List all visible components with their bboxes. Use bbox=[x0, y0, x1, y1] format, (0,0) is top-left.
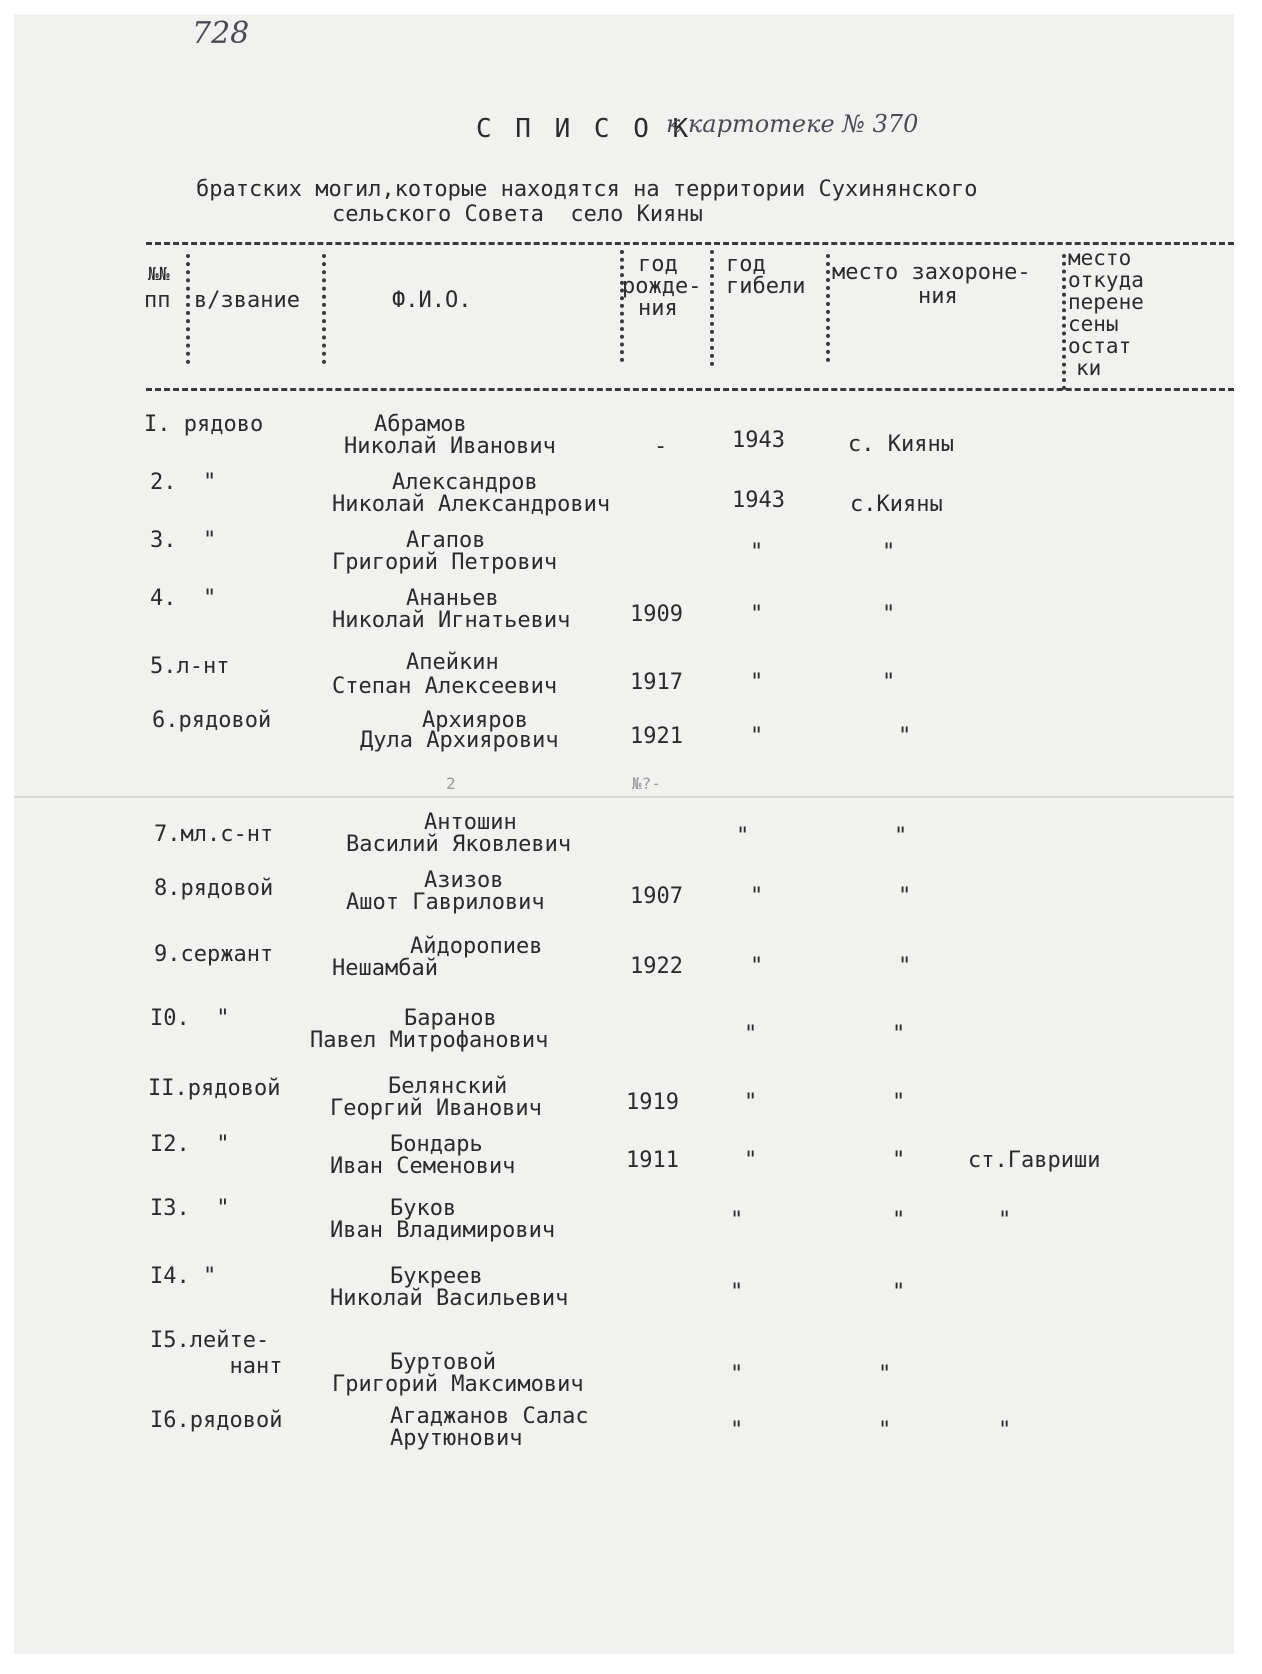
header-birth-c: ния bbox=[638, 296, 678, 321]
row-death-year: " bbox=[750, 954, 764, 979]
header-burial-b: ния bbox=[918, 284, 958, 309]
row-burial-place: с. Кияны bbox=[848, 432, 954, 457]
row-number-rank: 4. " bbox=[150, 586, 217, 611]
row-burial-place: " bbox=[892, 1148, 906, 1173]
handwritten-page-number: 728 bbox=[192, 16, 250, 51]
header-rank: в/звание bbox=[194, 288, 300, 313]
table-row bbox=[14, 528, 1234, 588]
row-number-rank: I4. " bbox=[150, 1264, 217, 1289]
row-given-name: Степан Алексеевич bbox=[332, 674, 558, 699]
row-given-name: Григорий Петрович bbox=[332, 550, 558, 575]
row-burial-place: " bbox=[892, 1090, 906, 1115]
header-separator bbox=[620, 250, 624, 362]
row-birth-year: - bbox=[654, 434, 668, 459]
row-surname: Азизов bbox=[424, 868, 504, 893]
row-surname: Белянский bbox=[388, 1074, 508, 1099]
header-burial-a: место захороне- bbox=[832, 260, 1031, 285]
table-row bbox=[14, 1328, 1234, 1408]
row-death-year: " bbox=[750, 884, 764, 909]
row-burial-place: " bbox=[882, 602, 896, 627]
header-separator bbox=[710, 250, 714, 366]
row-burial-place: " bbox=[892, 1280, 906, 1305]
row-number-rank: 5.л-нт bbox=[150, 654, 230, 679]
row-number-rank: I2. " bbox=[150, 1132, 230, 1157]
table-row bbox=[14, 412, 1234, 472]
row-surname: Антошин bbox=[424, 810, 517, 835]
row-number-rank: 7.мл.с-нт bbox=[154, 822, 274, 847]
row-number-rank: I3. " bbox=[150, 1196, 230, 1221]
row-given-name: Иван Владимирович bbox=[330, 1218, 556, 1243]
header-birth-a: год bbox=[638, 252, 678, 277]
header-separator bbox=[186, 254, 190, 364]
row-birth-year: 1921 bbox=[630, 724, 683, 749]
row-given-name: Иван Семенович bbox=[330, 1154, 516, 1179]
row-burial-place: " bbox=[878, 1362, 892, 1387]
row-death-year: " bbox=[736, 824, 750, 849]
row-surname: Баранов bbox=[404, 1006, 497, 1031]
row-death-year: " bbox=[750, 540, 764, 565]
row-death-year: " bbox=[744, 1090, 758, 1115]
row-given-name: Николай Игнатьевич bbox=[332, 608, 571, 633]
row-death-year: 1943 bbox=[732, 428, 785, 453]
row-burial-place: " bbox=[882, 540, 896, 565]
header-origin-b: откуда bbox=[1068, 268, 1144, 292]
header-origin-c: перене bbox=[1068, 290, 1144, 314]
row-birth-year: 1911 bbox=[626, 1148, 679, 1173]
table-row bbox=[14, 1196, 1234, 1256]
table-row bbox=[14, 1076, 1234, 1136]
row-death-year: " bbox=[750, 724, 764, 749]
row-birth-year: 1907 bbox=[630, 884, 683, 909]
row-burial-place: " bbox=[882, 670, 896, 695]
row-given-name: Николай Васильевич bbox=[330, 1286, 569, 1311]
header-birth-b: рожде- bbox=[622, 274, 702, 299]
row-burial-place: " bbox=[892, 1208, 906, 1233]
row-given-name: Василий Яковлевич bbox=[346, 832, 572, 857]
row-birth-year: 1922 bbox=[630, 954, 683, 979]
row-number-rank: I. рядово bbox=[144, 412, 264, 437]
row-death-year: " bbox=[750, 602, 764, 627]
row-death-year: " bbox=[750, 670, 764, 695]
document-sheet bbox=[14, 14, 1234, 1654]
row-given-name: Григорий Максимович bbox=[332, 1372, 584, 1397]
row-number-rank: I5.лейте- нант bbox=[150, 1328, 283, 1379]
row-burial-place: " bbox=[892, 1022, 906, 1047]
row-origin-place: " bbox=[998, 1208, 1012, 1233]
header-death-a: год bbox=[726, 252, 766, 277]
row-given-name: Николай Александрович bbox=[332, 492, 611, 517]
handwritten-title-note: к картотеке № 370 bbox=[666, 110, 919, 138]
header-origin-f: ки bbox=[1076, 356, 1102, 380]
subtitle-line-2: сельского Совета село Кияны bbox=[332, 202, 703, 227]
header-num-a: №№ bbox=[148, 264, 170, 285]
header-num-b: пп bbox=[144, 288, 171, 313]
header-origin-a: место bbox=[1068, 246, 1132, 270]
row-number-rank: 6.рядовой bbox=[152, 708, 272, 733]
table-row bbox=[14, 868, 1234, 928]
row-number-rank: I6.рядовой bbox=[150, 1408, 283, 1433]
table-row bbox=[14, 934, 1234, 994]
row-death-year: " bbox=[730, 1280, 744, 1305]
row-given-name: Дула Архиярович bbox=[360, 728, 559, 753]
row-death-year: 1943 bbox=[732, 488, 785, 513]
row-surname: Бондарь bbox=[390, 1132, 483, 1157]
row-given-name: Павел Митрофанович bbox=[310, 1028, 549, 1053]
table-row bbox=[14, 708, 1234, 768]
row-burial-place: " bbox=[898, 724, 912, 749]
row-burial-place: " bbox=[878, 1418, 892, 1443]
row-surname: Букреев bbox=[390, 1264, 483, 1289]
header-separator bbox=[1062, 254, 1066, 390]
row-burial-place: " bbox=[894, 824, 908, 849]
row-surname: Апейкин bbox=[406, 650, 499, 675]
row-death-year: " bbox=[730, 1418, 744, 1443]
row-birth-year: 1917 bbox=[630, 670, 683, 695]
row-number-rank: 3. " bbox=[150, 528, 217, 553]
row-number-rank: II.рядовой bbox=[148, 1076, 281, 1101]
table-row bbox=[14, 1006, 1234, 1066]
row-surname: Александров bbox=[392, 470, 538, 495]
row-death-year: " bbox=[744, 1022, 758, 1047]
row-number-rank: 8.рядовой bbox=[154, 876, 274, 901]
header-origin-d: сены bbox=[1068, 312, 1119, 336]
row-number-rank: 9.сержант bbox=[154, 942, 274, 967]
row-death-year: " bbox=[744, 1148, 758, 1173]
table-row bbox=[14, 1404, 1234, 1468]
row-surname: Буртовой bbox=[390, 1350, 496, 1375]
header-separator bbox=[322, 254, 326, 364]
header-bottom-rule bbox=[146, 388, 1234, 391]
header-separator bbox=[826, 254, 830, 362]
row-surname: Айдоропиев bbox=[410, 934, 543, 959]
header-name: Ф.И.О. bbox=[392, 288, 472, 313]
row-burial-place: с.Кияны bbox=[850, 492, 943, 517]
row-origin-place: ст.Гавриши bbox=[968, 1148, 1101, 1173]
subtitle-line-1: братских могил,которые находятся на территории Сухинянского bbox=[196, 177, 978, 202]
row-surname: Архияров bbox=[422, 708, 528, 733]
row-burial-place: " bbox=[898, 954, 912, 979]
header-origin-e: остат bbox=[1068, 334, 1132, 358]
row-burial-place: " bbox=[898, 884, 912, 909]
row-number-rank: 2. " bbox=[150, 470, 217, 495]
table-row bbox=[14, 650, 1234, 710]
row-surname: Ананьев bbox=[406, 586, 499, 611]
fold-mark-b: №?- bbox=[632, 774, 661, 793]
row-surname: Буков bbox=[390, 1196, 457, 1221]
row-given-name: Георгий Иванович bbox=[330, 1096, 542, 1121]
row-birth-year: 1909 bbox=[630, 602, 683, 627]
row-given-name: Нешамбай bbox=[332, 956, 438, 981]
document-title: С П И С О К bbox=[476, 114, 693, 144]
row-given-name: Ашот Гаврилович bbox=[346, 890, 545, 915]
table-row bbox=[14, 586, 1234, 646]
row-surname: Агапов bbox=[406, 528, 486, 553]
row-birth-year: 1919 bbox=[626, 1090, 679, 1115]
paper-fold bbox=[14, 796, 1234, 798]
table-row bbox=[14, 1132, 1234, 1192]
row-death-year: " bbox=[730, 1362, 744, 1387]
table-row bbox=[14, 810, 1234, 870]
row-surname: Агаджанов Салас bbox=[390, 1404, 589, 1429]
table-row bbox=[14, 1264, 1234, 1324]
row-surname: Абрамов bbox=[374, 412, 467, 437]
table-row bbox=[14, 470, 1234, 530]
row-death-year: " bbox=[730, 1208, 744, 1233]
row-number-rank: I0. " bbox=[150, 1006, 230, 1031]
header-top-rule bbox=[146, 242, 1234, 245]
fold-mark-a: 2 bbox=[446, 774, 456, 793]
row-given-name: Арутюнович bbox=[390, 1426, 523, 1451]
row-given-name: Николай Иванович bbox=[344, 434, 556, 459]
row-origin-place: " bbox=[998, 1418, 1012, 1443]
header-death-b: гибели bbox=[726, 274, 806, 299]
